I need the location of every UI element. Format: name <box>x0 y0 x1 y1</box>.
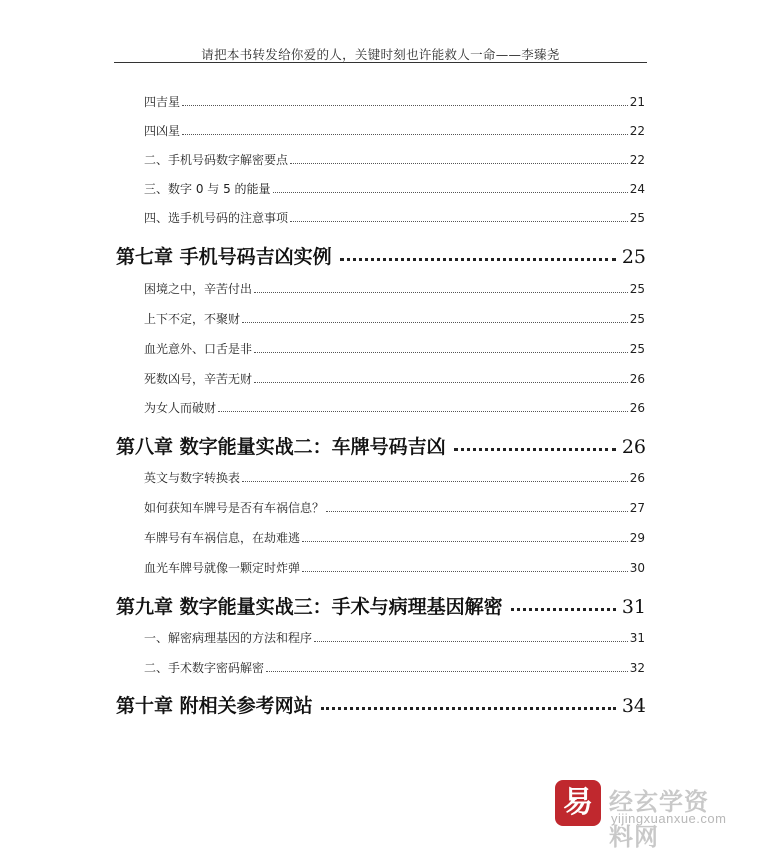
toc-leader <box>254 352 628 353</box>
toc-entry-title: 如何获知车牌号是否有车祸信息？ <box>144 501 325 515</box>
toc-entry-page: 31 <box>629 631 645 645</box>
toc-entry[interactable] <box>144 469 645 485</box>
toc-leader <box>302 541 628 542</box>
toc-entry-title: 二、手术数字密码解密 <box>144 661 265 675</box>
toc-chapter[interactable] <box>116 242 646 266</box>
toc-leader <box>454 448 616 451</box>
toc-entry[interactable] <box>144 370 645 386</box>
toc-entry-page: 22 <box>629 124 645 138</box>
toc-entry[interactable] <box>144 340 645 356</box>
toc-entry-title: 四、选手机号码的注意事项 <box>144 211 289 225</box>
toc-leader <box>254 382 628 383</box>
toc-entry-title: 为女人而破财 <box>144 401 217 415</box>
toc-leader <box>326 511 628 512</box>
toc-entry-title: 四吉星 <box>144 95 181 109</box>
toc-leader <box>254 292 628 293</box>
toc-entry[interactable] <box>144 310 645 326</box>
toc-chapter[interactable] <box>116 432 646 456</box>
toc-chapter-page: 26 <box>621 436 646 458</box>
toc-entry-title: 车牌号有车祸信息，在劫难逃 <box>144 531 301 545</box>
toc-chapter[interactable] <box>116 592 646 616</box>
toc-leader <box>314 641 628 642</box>
toc-entry[interactable] <box>144 559 645 575</box>
toc-entry[interactable] <box>144 629 645 645</box>
toc-leader <box>182 134 628 135</box>
toc-entry-page: 24 <box>629 182 645 196</box>
toc-entry-title: 困境之中，辛苦付出 <box>144 282 253 296</box>
toc-leader <box>302 571 628 572</box>
toc-entry-page: 30 <box>629 561 645 575</box>
toc-entry-page: 27 <box>629 501 645 515</box>
toc-chapter-page: 31 <box>621 596 646 618</box>
toc-entry-title: 血光车牌号就像一颗定时炸弹 <box>144 561 301 575</box>
toc-entry[interactable] <box>144 93 645 109</box>
toc-entry-title: 死数凶号，辛苦无财 <box>144 372 253 386</box>
toc-entry[interactable] <box>144 280 645 296</box>
toc-entry[interactable] <box>144 529 645 545</box>
toc-leader <box>242 481 628 482</box>
toc-chapter-title: 第八章 数字能量实战二：车牌号码吉凶 <box>116 436 446 458</box>
toc-chapter-title: 第九章 数字能量实战三：手术与病理基因解密 <box>116 596 503 618</box>
toc-entry-page: 25 <box>629 342 645 356</box>
toc-leader <box>290 163 628 164</box>
toc-entry-page: 32 <box>629 661 645 675</box>
toc-entry-title: 血光意外、口舌是非 <box>144 342 253 356</box>
toc-entry[interactable] <box>144 180 645 196</box>
toc-entry[interactable] <box>144 151 645 167</box>
site-watermark-url: yijingxuanxue.com <box>611 811 727 826</box>
toc-entry-title: 四凶星 <box>144 124 181 138</box>
toc-leader <box>266 671 628 672</box>
page-header: 请把本书转发给你爱的人，关键时刻也许能救人一命——李臻尧 <box>201 47 560 62</box>
toc-entry[interactable] <box>144 499 645 515</box>
toc-entry[interactable] <box>144 659 645 675</box>
toc-entry[interactable] <box>144 122 645 138</box>
toc-leader <box>218 411 628 412</box>
toc-chapter[interactable] <box>116 691 646 715</box>
toc-entry-page: 25 <box>629 282 645 296</box>
toc-chapter-title: 第十章 附相关参考网站 <box>116 695 313 717</box>
toc-leader <box>290 221 628 222</box>
toc-leader <box>242 322 628 323</box>
toc-entry-page: 26 <box>629 372 645 386</box>
site-watermark <box>553 778 733 851</box>
toc-leader <box>511 608 616 611</box>
toc-leader <box>182 105 628 106</box>
toc-entry-page: 26 <box>629 401 645 415</box>
toc-chapter-page: 34 <box>621 695 646 717</box>
toc-entry-page: 22 <box>629 153 645 167</box>
site-logo-icon: 易 <box>555 780 601 826</box>
site-watermark-name: 经玄学资料网 <box>609 788 709 851</box>
toc-entry-title: 上下不定，不聚财 <box>144 312 241 326</box>
toc-entry-title: 一、解密病理基因的方法和程序 <box>144 631 313 645</box>
toc-leader <box>340 258 616 261</box>
toc-entry-page: 26 <box>629 471 645 485</box>
toc-entry-page: 25 <box>629 312 645 326</box>
toc-entry-page: 25 <box>629 211 645 225</box>
toc-entry-page: 29 <box>629 531 645 545</box>
toc-chapter-page: 25 <box>621 246 646 268</box>
toc-entry-title: 二、手机号码数字解密要点 <box>144 153 289 167</box>
toc-leader <box>321 707 616 710</box>
toc-chapter-title: 第七章 手机号码吉凶实例 <box>116 246 332 268</box>
toc-leader <box>273 192 628 193</box>
toc-entry[interactable] <box>144 209 645 225</box>
toc-entry-page: 21 <box>629 95 645 109</box>
toc-entry[interactable] <box>144 399 645 415</box>
toc-entry-title: 英文与数字转换表 <box>144 471 241 485</box>
toc-entry-title: 三、数字 0 与 5 的能量 <box>144 182 271 196</box>
